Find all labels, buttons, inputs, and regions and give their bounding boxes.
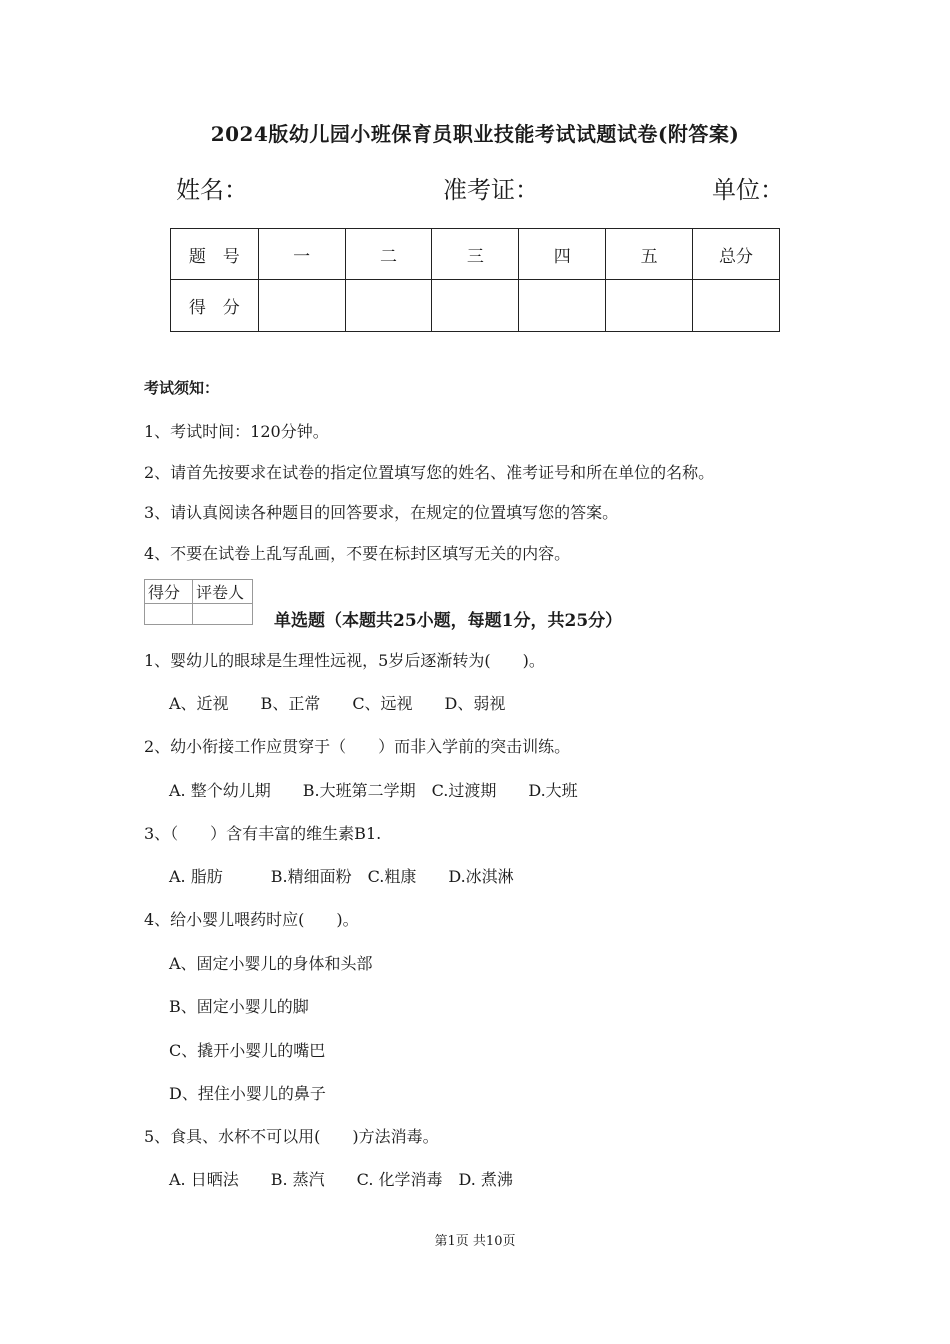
note-item: 3、请认真阅读各种题目的回答要求，在规定的位置填写您的答案。 (144, 503, 619, 522)
score-cell-header: 二 (345, 229, 432, 280)
grader-score-label: 得分 (145, 580, 193, 604)
grader-score-cell (145, 604, 193, 625)
grader-reviewer-label: 评卷人 (193, 580, 253, 604)
score-cell-label: 得 分 (171, 280, 259, 332)
question-options: A. 脂肪 B.精细面粉 C.粗康 D.冰淇淋 (169, 867, 514, 886)
exam-title: 2024版幼儿园小班保育员职业技能考试试题试卷(附答案) (210, 122, 740, 146)
note-item: 2、请首先按要求在试卷的指定位置填写您的姓名、准考证号和所在单位的名称。 (144, 463, 715, 482)
question-text: 4、给小婴儿喂药时应( )。 (144, 910, 359, 929)
score-cell-header: 五 (606, 229, 693, 280)
score-cell-empty (519, 280, 606, 332)
score-cell-label: 题 号 (171, 229, 259, 280)
note-item: 1、考试时间：120分钟。 (144, 422, 329, 441)
score-cell-empty (345, 280, 432, 332)
score-cell-empty (258, 280, 345, 332)
score-cell-header: 总分 (693, 229, 780, 280)
question-option: B、固定小婴儿的脚 (169, 997, 309, 1016)
note-item: 4、不要在试卷上乱写乱画，不要在标封区填写无关的内容。 (144, 544, 571, 563)
page-footer: 第1页 共10页 (434, 1234, 516, 1249)
score-cell-empty (693, 280, 780, 332)
question-text: 2、幼小衔接工作应贯穿于（ ）而非入学前的突击训练。 (144, 737, 571, 756)
score-table-score-row (171, 280, 780, 332)
score-table-header-row (171, 229, 780, 280)
score-cell-empty (432, 280, 519, 332)
question-text: 1、婴幼儿的眼球是生理性远视，5岁后逐渐转为( )。 (144, 651, 545, 670)
question-options: A. 日晒法 B. 蒸汽 C. 化学消毒 D. 煮沸 (169, 1170, 513, 1189)
ticket-number-label: 准考证： (443, 176, 539, 204)
score-table (170, 228, 780, 332)
question-option: C、撬开小婴儿的嘴巴 (169, 1041, 326, 1060)
section-title: 单选题（本题共25小题，每题1分，共25分） (274, 611, 623, 631)
grader-reviewer-cell (193, 604, 253, 625)
question-option: D、捏住小婴儿的鼻子 (169, 1084, 326, 1103)
question-options: A. 整个幼儿期 B.大班第二学期 C.过渡期 D.大班 (169, 781, 578, 800)
grader-box (144, 579, 253, 625)
name-label: 姓名： (176, 176, 248, 204)
score-cell-empty (606, 280, 693, 332)
notes-heading: 考试须知： (144, 379, 220, 397)
score-cell-header: 四 (519, 229, 606, 280)
score-cell-header: 一 (258, 229, 345, 280)
score-cell-header: 三 (432, 229, 519, 280)
question-text: 5、食具、水杯不可以用( )方法消毒。 (144, 1127, 439, 1146)
unit-label: 单位： (712, 176, 784, 204)
question-text: 3、（ ）含有丰富的维生素B1. (144, 824, 382, 843)
question-option: A、固定小婴儿的身体和头部 (169, 954, 373, 973)
question-options: A、近视 B、正常 C、远视 D、弱视 (169, 694, 506, 713)
